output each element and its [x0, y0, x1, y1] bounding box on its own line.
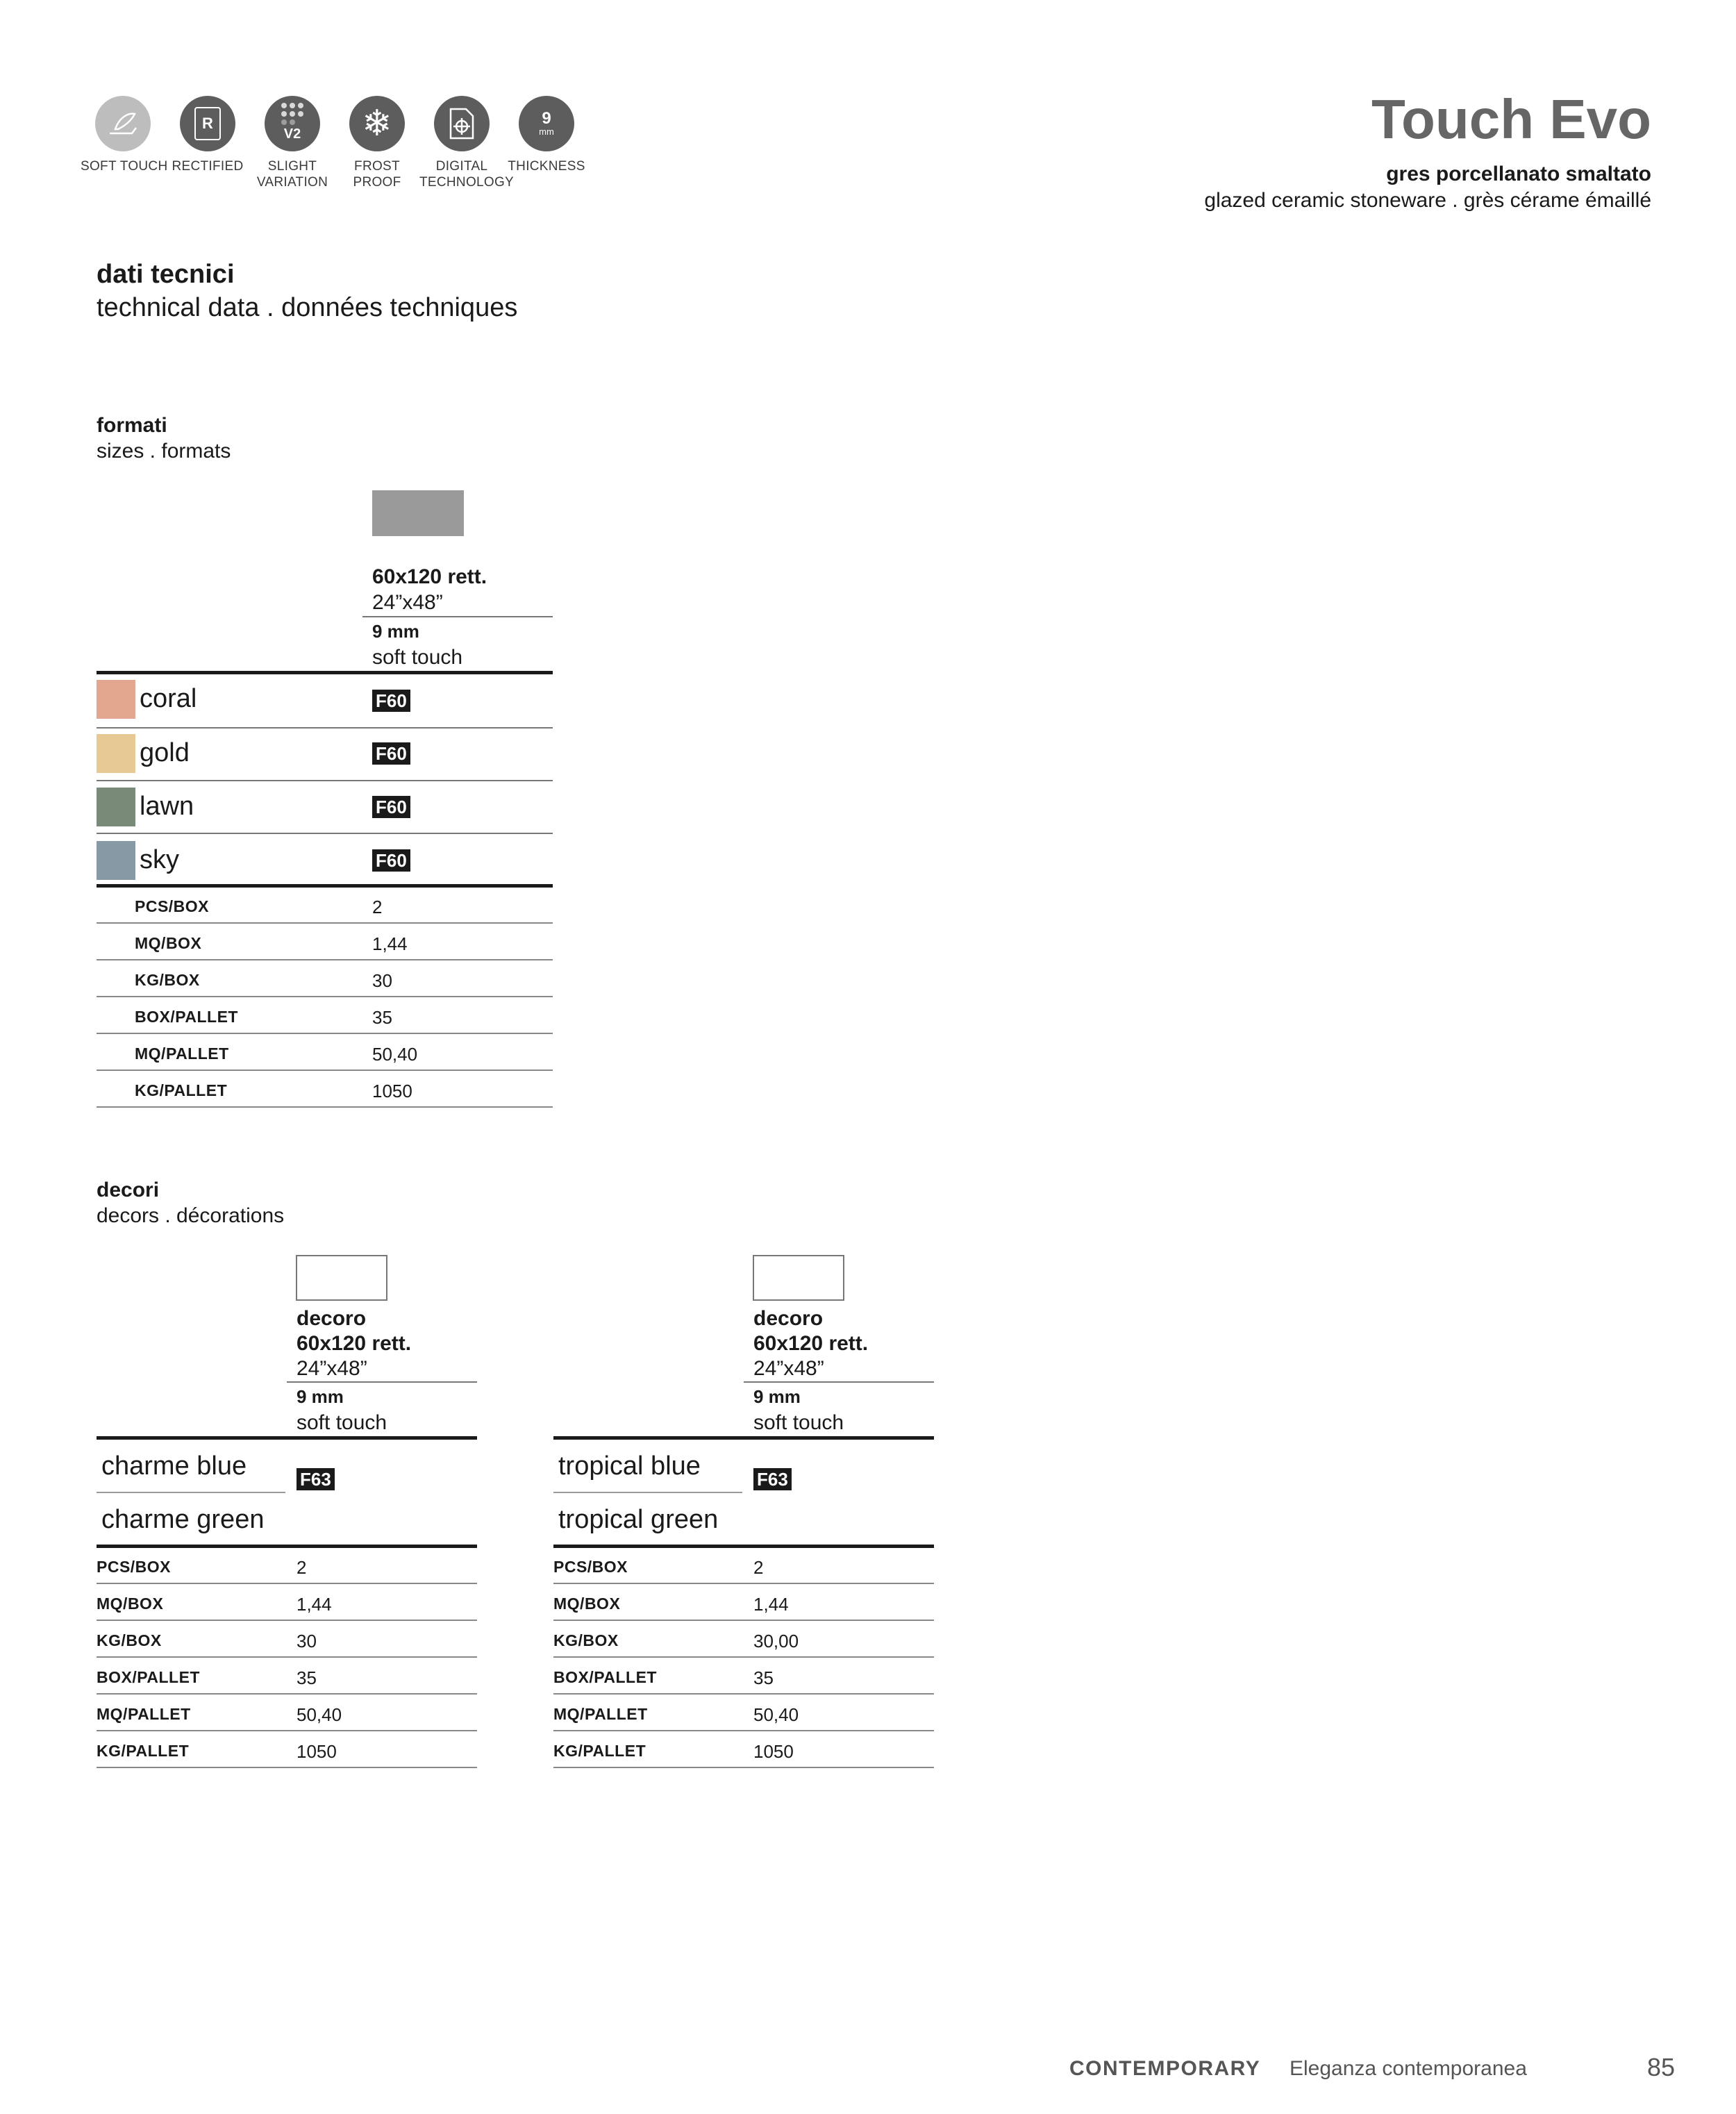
spec-value: 1050	[297, 1741, 337, 1762]
feature-label	[419, 158, 515, 190]
feature-label	[335, 158, 419, 190]
color-name: coral	[140, 684, 197, 713]
footer-tagline: Eleganza contemporanea	[1290, 2057, 1527, 2080]
divider	[744, 1381, 934, 1383]
decor-sample	[753, 1255, 844, 1301]
formats-subtitle: sizes . formats	[97, 440, 231, 463]
color-swatch	[97, 841, 135, 880]
divider	[97, 833, 553, 834]
spec-key: MQ/BOX	[135, 934, 202, 952]
table-row	[97, 1035, 553, 1072]
divider	[97, 1730, 477, 1731]
spec-value: 35	[753, 1667, 774, 1688]
divider	[97, 1656, 477, 1658]
spec-key: BOX/PALLET	[135, 1008, 238, 1026]
table-row	[553, 1622, 934, 1658]
color-swatch	[97, 680, 135, 719]
spec-key: BOX/PALLET	[97, 1668, 200, 1686]
list-item	[97, 674, 553, 728]
feature-label-line: VARIATION	[256, 175, 328, 190]
decor-label: decoro	[297, 1307, 367, 1330]
table-row	[97, 1695, 477, 1732]
decors-title: decori	[97, 1179, 160, 1201]
table-row	[553, 1695, 934, 1732]
spec-value: 30,00	[753, 1631, 799, 1651]
code-badge: F60	[372, 849, 410, 872]
divider	[97, 1070, 553, 1071]
decor-inches: 24”x48”	[297, 1357, 367, 1380]
thickness-icon	[519, 96, 574, 151]
feature-label: SOFT TOUCH	[81, 159, 168, 174]
spec-key: PCS/BOX	[135, 897, 210, 915]
divider	[553, 1767, 934, 1768]
feature-label	[250, 158, 335, 190]
code-badge: F60	[372, 690, 410, 712]
decor-name: charme blue	[101, 1451, 247, 1481]
feature-rectified	[165, 96, 250, 174]
table-row	[97, 998, 553, 1035]
spec-value: 1,44	[372, 933, 408, 954]
feature-thickness	[504, 96, 589, 174]
table-row	[553, 1732, 934, 1769]
feature-soft-touch	[81, 96, 168, 174]
decor-finish: soft touch	[297, 1411, 387, 1434]
feature-label-line: SLIGHT	[267, 159, 317, 174]
divider	[97, 1620, 477, 1621]
divider	[97, 1693, 477, 1695]
spec-key: MQ/BOX	[553, 1595, 621, 1613]
decor-finish: soft touch	[753, 1411, 844, 1434]
snowflake-symbol: ❄	[362, 103, 392, 144]
spec-key: KG/BOX	[553, 1631, 619, 1649]
spec-value: 1,44	[753, 1594, 789, 1615]
table-row	[97, 924, 553, 961]
divider	[97, 1492, 285, 1493]
page-title: Touch Evo	[1371, 88, 1651, 150]
table-row	[553, 1658, 934, 1695]
spec-key: KG/PALLET	[553, 1742, 646, 1760]
divider	[97, 1033, 553, 1034]
digital-technology-icon	[434, 96, 490, 151]
spec-key: KG/PALLET	[97, 1742, 190, 1760]
rectified-icon	[180, 96, 235, 151]
feature-label-line: PROOF	[353, 175, 401, 190]
divider	[553, 1583, 934, 1584]
spec-key: MQ/PALLET	[553, 1705, 648, 1723]
color-swatch	[97, 788, 135, 826]
feature-label: RECTIFIED	[172, 159, 244, 174]
table-row	[97, 961, 553, 998]
spec-key: KG/BOX	[135, 971, 200, 989]
table-row	[97, 1622, 477, 1658]
feature-label-line: DIGITAL	[435, 159, 488, 174]
spec-value: 1,44	[297, 1594, 332, 1615]
table-row	[97, 1585, 477, 1622]
feature-label-line: FROST	[354, 159, 400, 174]
divider	[97, 780, 553, 781]
feature-digital-technology	[419, 96, 515, 190]
format-sample	[372, 490, 464, 536]
spec-value: 1050	[753, 1741, 794, 1762]
spec-value: 35	[297, 1667, 317, 1688]
color-name: lawn	[140, 792, 194, 821]
table-row	[553, 1548, 934, 1585]
spec-value: 50,40	[753, 1704, 799, 1725]
slight-variation-icon	[265, 96, 320, 151]
divider	[97, 996, 553, 997]
variation-symbol: V2	[283, 126, 301, 142]
divider	[97, 1106, 553, 1108]
spec-value: 30	[297, 1631, 317, 1651]
spec-value: 50,40	[372, 1044, 418, 1065]
feature-slight-variation	[250, 96, 335, 190]
color-name: gold	[140, 738, 190, 767]
page-number: 85	[1647, 2053, 1676, 2081]
spec-value: 50,40	[297, 1704, 342, 1725]
divider	[362, 616, 553, 617]
divider	[97, 959, 553, 960]
footer-section: CONTEMPORARY	[1069, 2057, 1261, 2080]
decor-size: 60x120 rett.	[297, 1332, 412, 1355]
divider	[553, 1436, 934, 1440]
divider	[553, 1730, 934, 1731]
spec-key: BOX/PALLET	[553, 1668, 657, 1686]
spec-key: PCS/BOX	[553, 1558, 628, 1576]
code-badge: F60	[372, 742, 410, 765]
list-item	[97, 835, 553, 889]
list-item	[97, 782, 553, 835]
format-inches: 24”x48”	[372, 591, 443, 614]
rectified-symbol: R	[194, 107, 221, 140]
format-finish: soft touch	[372, 646, 463, 669]
decor-label: decoro	[753, 1307, 824, 1330]
code-badge: F63	[297, 1468, 335, 1490]
frost-proof-icon	[349, 96, 405, 151]
divider	[553, 1693, 934, 1695]
technical-subtitle: technical data . données techniques	[97, 293, 518, 322]
table-row	[97, 1548, 477, 1585]
decor-thickness: 9 mm	[297, 1386, 344, 1407]
code-badge: F60	[372, 796, 410, 818]
thickness-symbol: 9	[542, 109, 551, 128]
spec-value: 35	[372, 1007, 392, 1028]
spec-value: 2	[297, 1557, 307, 1578]
format-size: 60x120 rett.	[372, 565, 487, 588]
spec-key: KG/BOX	[97, 1631, 162, 1649]
decor-size: 60x120 rett.	[753, 1332, 869, 1355]
divider	[97, 1436, 477, 1440]
color-name: sky	[140, 845, 179, 874]
thickness-unit: mm	[539, 126, 554, 137]
divider	[553, 1492, 742, 1493]
product-subtitle-translations: glazed ceramic stoneware . grès cérame émaillé	[1204, 189, 1651, 212]
product-subtitle: gres porcellanato smaltato	[1386, 163, 1651, 185]
color-swatch	[97, 734, 135, 773]
spec-key: MQ/BOX	[97, 1595, 164, 1613]
table-row	[97, 1072, 553, 1108]
formats-title: formati	[97, 414, 167, 437]
table-row	[97, 1658, 477, 1695]
decor-name: charme green	[101, 1505, 265, 1534]
spec-key: KG/PALLET	[135, 1081, 228, 1099]
decor-name: tropical blue	[558, 1451, 701, 1481]
spec-key: MQ/PALLET	[97, 1705, 191, 1723]
decor-name: tropical green	[558, 1505, 719, 1534]
divider	[97, 1767, 477, 1768]
format-thickness: 9 mm	[372, 621, 419, 642]
feature-label: THICKNESS	[508, 159, 585, 174]
decor-inches: 24”x48”	[753, 1357, 824, 1380]
divider	[553, 1620, 934, 1621]
divider	[553, 1656, 934, 1658]
feature-frost-proof	[335, 96, 419, 190]
table-row	[97, 1732, 477, 1769]
spec-key: PCS/BOX	[97, 1558, 172, 1576]
decor-thickness: 9 mm	[753, 1386, 801, 1407]
spec-value: 2	[372, 897, 383, 917]
divider	[287, 1381, 477, 1383]
spec-value: 1050	[372, 1081, 412, 1101]
decors-subtitle: decors . décorations	[97, 1204, 285, 1227]
divider	[97, 1583, 477, 1584]
spec-value: 30	[372, 970, 392, 991]
decor-sample	[296, 1255, 387, 1301]
feature-label-line: TECHNOLOGY	[419, 175, 515, 190]
table-row	[97, 888, 553, 924]
spec-value: 2	[753, 1557, 764, 1578]
soft-touch-icon	[95, 96, 151, 151]
list-item	[97, 729, 553, 782]
divider	[97, 922, 553, 924]
spec-key: MQ/PALLET	[135, 1044, 229, 1063]
code-badge: F63	[753, 1468, 792, 1490]
technical-title: dati tecnici	[97, 260, 235, 289]
table-row	[553, 1585, 934, 1622]
